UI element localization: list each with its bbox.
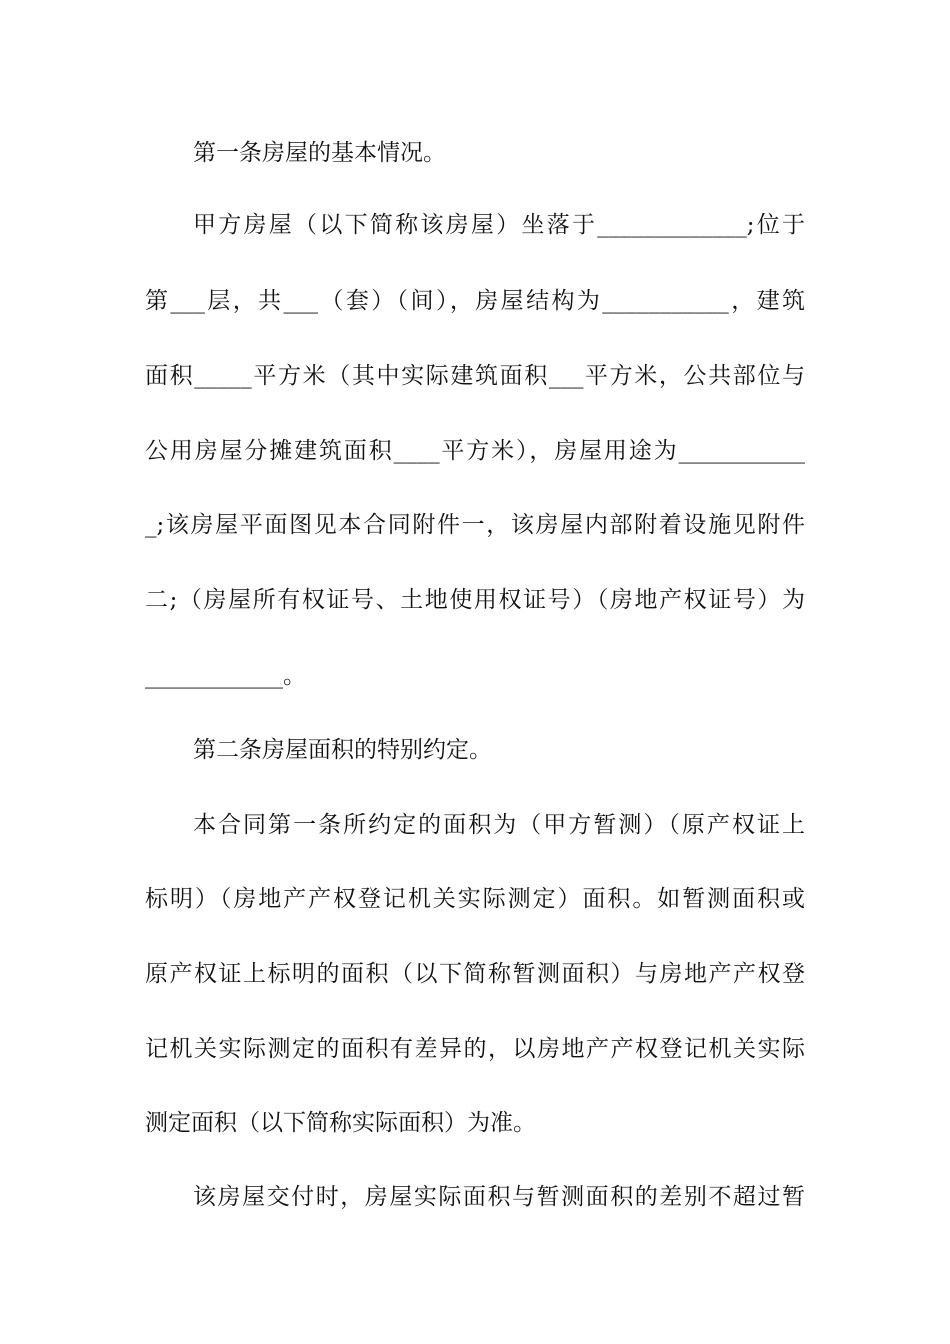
paragraph-line: 第___层，共___（套）（间），房屋结构为___________，建筑	[145, 288, 805, 314]
paragraph-line: _;该房屋平面图见本合同附件一，该房屋内部附着设施见附件	[145, 512, 805, 538]
paragraph-line: 原产权证上标明的面积（以下简称暂测面积）与房地产产权登	[145, 961, 805, 987]
article-2-heading: 第二条房屋面积的特别约定。	[193, 737, 492, 763]
paragraph-line: 公用房屋分摊建筑面积____平方米），房屋用途为___________	[145, 438, 805, 464]
article-1-heading: 第一条房屋的基本情况。	[193, 140, 446, 166]
paragraph-line: 本合同第一条所约定的面积为（甲方暂测）（原产权证上	[193, 812, 805, 838]
paragraph-line: 测定面积（以下简称实际面积）为准。	[145, 1110, 536, 1136]
paragraph-line: 二;（房屋所有权证号、土地使用权证号）（房地产权证号）为	[145, 587, 805, 613]
paragraph-line: 甲方房屋（以下简称该房屋）坐落于_____________;位于	[193, 212, 805, 238]
paragraph-line: 面积_____平方米（其中实际建筑面积___平方米，公共部位与	[145, 363, 805, 389]
paragraph-line: ____________。	[145, 663, 306, 689]
paragraph-line: 记机关实际测定的面积有差异的，以房地产产权登记机关实际	[145, 1036, 805, 1062]
paragraph-line: 标明）（房地产产权登记机关实际测定）面积。如暂测面积或	[145, 886, 805, 912]
paragraph-line: 该房屋交付时，房屋实际面积与暂测面积的差别不超过暂	[193, 1184, 805, 1210]
